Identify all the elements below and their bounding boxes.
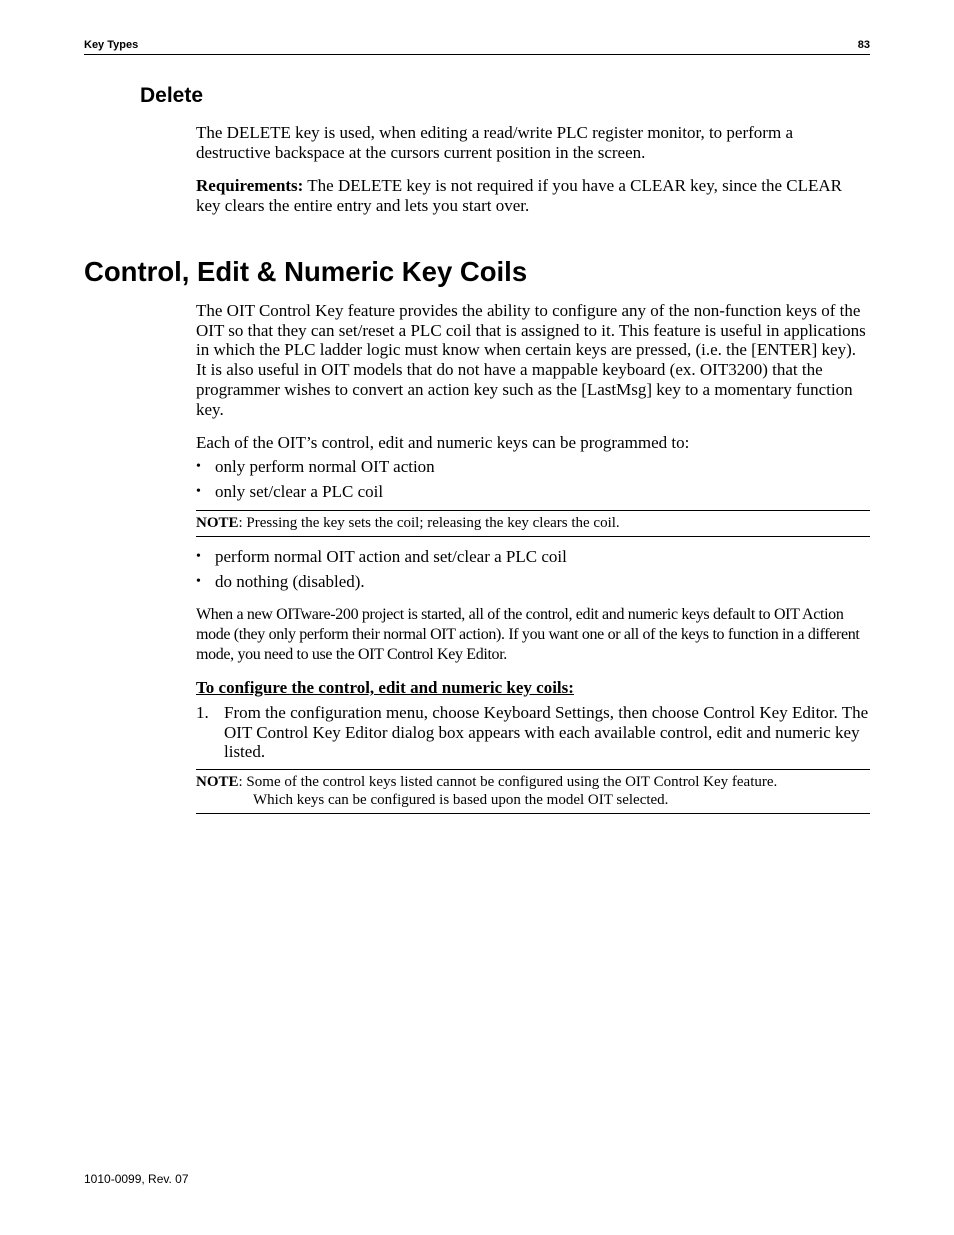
note-coil-behavior <box>196 510 870 537</box>
step-text: From the configuration menu, choose Keyboard Settings, then choose Control Key Editor. The OIT Control Key Editor dialog box appears with each available control, edit and numeric key listed. <box>224 703 869 762</box>
document-id: 1010-0099, Rev. 07 <box>84 1172 189 1186</box>
note-label: NOTE <box>196 515 239 531</box>
page-number: 83 <box>857 39 870 51</box>
requirements-text: The DELETE key is not required if you have a CLEAR key, since the CLEAR key clears the entire entry and lets you start over. <box>196 176 843 215</box>
procedure-heading: To configure the control, edit and numeric key coils: <box>196 678 574 697</box>
bullet-marker: • <box>196 574 201 589</box>
coils-intro: The OIT Control Key feature provides the ability to configure any of the non-function keys of the OIT so that they can set/reset a PLC coil that is assigned to it. This feature is useful in applications in which the PLC ladder logic must know when certain keys are pressed, (i.e. the [ENTER] key). It is also useful in OIT models that do not have a mappable keyboard (ex. OIT3200) that the programmer wishes to convert an action key such as the [LastMsg] key to a momentary function key. <box>196 301 866 419</box>
delete-requirements <box>196 176 870 215</box>
note-text-line1: : Some of the control keys listed cannot be configured using the OIT Control Key feature. <box>238 774 778 790</box>
step-number: 1. <box>196 703 209 722</box>
note-configurable-keys <box>196 769 870 814</box>
delete-description: The DELETE key is used, when editing a read/write PLC register monitor, to perform a destructive backspace at the cursors current position in the screen. <box>196 123 793 162</box>
requirements-label: Requirements: <box>196 176 304 195</box>
coils-each-intro: Each of the OIT’s control, edit and numeric keys can be programmed to: <box>196 433 690 452</box>
note-label: NOTE <box>196 774 239 790</box>
list-item-text: only set/clear a PLC coil <box>215 482 384 501</box>
delete-heading: Delete <box>140 84 204 107</box>
bullet-marker: • <box>196 549 201 564</box>
list-item-text: perform normal OIT action and set/clear a PLC coil <box>215 547 567 566</box>
list-item-text: only perform normal OIT action <box>215 457 435 476</box>
header-section-title: Key Types <box>84 39 139 51</box>
note-text-line2: Which keys can be configured is based upon the model OIT selected. <box>253 792 669 808</box>
running-header <box>84 37 870 55</box>
coils-heading: Control, Edit & Numeric Key Coils <box>84 256 528 287</box>
list-item-text: do nothing (disabled). <box>215 572 365 591</box>
new-project-paragraph: When a new OITware-200 project is started, all of the control, edit and numeric keys default to OIT Action mode (they only perform their normal OIT action). If you want one or all of the keys to function in a different mode, you need to use the OIT Control Key Editor. <box>196 606 860 663</box>
note-text: : Pressing the key sets the coil; releasing the key clears the coil. <box>238 515 620 531</box>
bullet-marker: • <box>196 484 201 499</box>
bullet-marker: • <box>196 459 201 474</box>
